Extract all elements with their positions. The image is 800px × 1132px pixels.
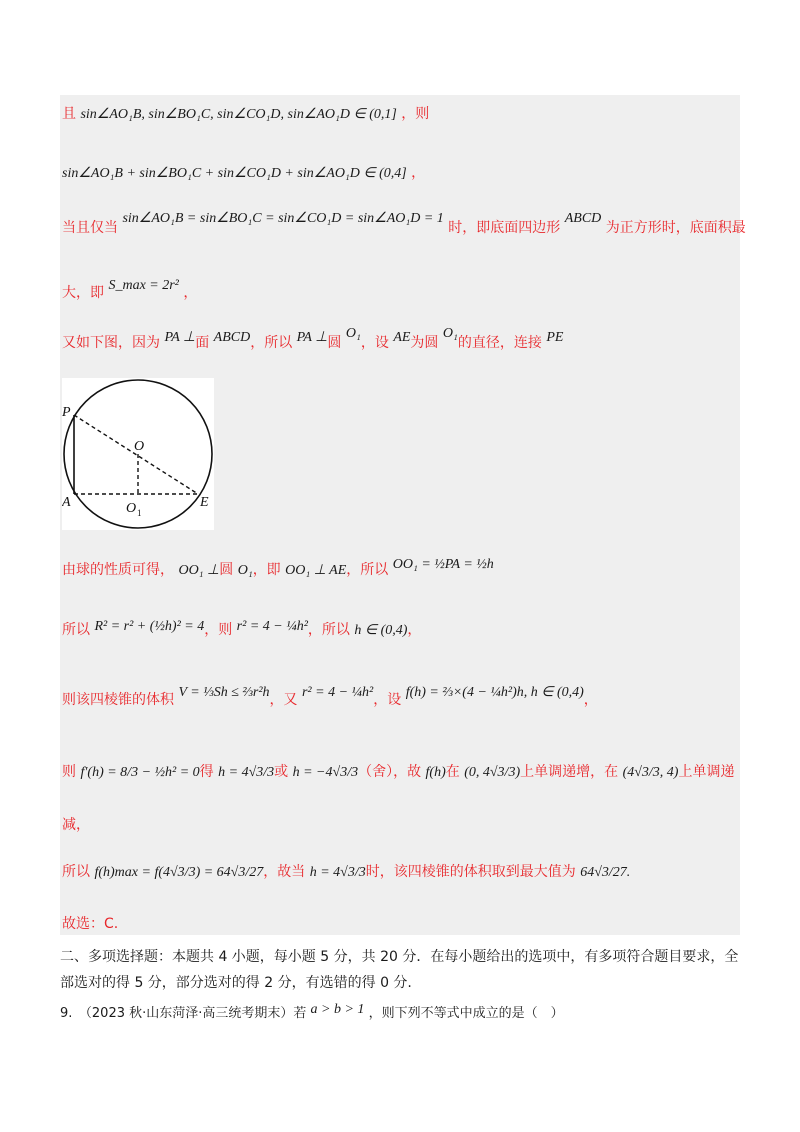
text: 在: [445, 764, 460, 780]
math: sin∠AO₁B = sin∠BO₁C = sin∠CO₁D = sin∠AO₁D = 1: [122, 211, 444, 226]
text: 大，即: [62, 285, 104, 301]
solution-line-2: [62, 163, 740, 184]
math: r² = 4 − ¼h²: [236, 619, 308, 634]
label-o1: O: [126, 501, 137, 516]
math: (0, 4√3/3): [464, 765, 521, 780]
math: OO₁ ⊥ AE: [285, 563, 347, 578]
text: 时，即底面四边形: [448, 220, 561, 236]
solution-line-11: [62, 862, 740, 883]
math: PA ⊥: [296, 330, 328, 345]
section-2-instructions: [60, 944, 750, 996]
text: ，: [583, 692, 598, 708]
math: ABCD: [213, 330, 251, 345]
math: OO₁ = ½PA = ½h: [392, 557, 494, 572]
math: h ∈ (0,4): [354, 623, 408, 638]
math: O₁: [442, 326, 458, 341]
solution-line-9: [62, 762, 740, 783]
question-9-prefix: 9. （2023 秋·山东菏泽·高三统考期末）若: [60, 1006, 307, 1021]
text: 则: [62, 764, 76, 780]
math: 64√3/27: [580, 865, 627, 880]
text: ，设: [373, 692, 402, 708]
label-o: O: [134, 439, 145, 454]
text: （舍），故: [358, 764, 422, 780]
label-e: E: [200, 495, 209, 510]
text: 则该四棱锥的体积: [62, 692, 174, 708]
text: ，即: [252, 562, 281, 578]
sphere-diagram: [62, 378, 214, 530]
sphere-cross-section-figure: [62, 378, 214, 530]
text: 圆: [219, 562, 234, 578]
math: PA ⊥: [164, 330, 196, 345]
label-p: P: [62, 405, 71, 420]
text: 由球的性质可得，: [62, 562, 174, 578]
math: a > b > 1: [310, 1002, 365, 1017]
math: h = 4√3/3: [309, 865, 366, 880]
solution-line-6: [62, 557, 740, 581]
math: f(h): [425, 765, 446, 780]
text: 圆: [327, 335, 342, 351]
text: 所以: [62, 864, 90, 880]
solution-line-4: [62, 278, 740, 304]
text: 且: [62, 106, 76, 122]
text: ，则: [204, 622, 233, 638]
solution-line-5: [62, 326, 740, 354]
math: sin∠AO₁B + sin∠BO₁C + sin∠CO₁D + sin∠AO₁D ∈ (0,4]: [62, 166, 407, 181]
math: h = 4√3/3: [218, 765, 275, 780]
solution-line-12: [62, 914, 740, 934]
math: f′(h) = 8/3 − ½h² = 0: [80, 765, 200, 780]
math: (4√3/3, 4): [622, 765, 679, 780]
text: 为圆: [410, 335, 439, 351]
text: 上单调递: [678, 764, 735, 780]
math: f(h) = ⅔×(4 − ¼h²)h, h ∈ (0,4): [405, 685, 584, 700]
text: 为正方形时，底面积最: [605, 220, 746, 236]
math: V = ⅓Sh ≤ ⅔r²h: [178, 685, 270, 700]
text: ，: [407, 622, 422, 638]
segment-pe: [74, 415, 198, 494]
math: S_max = 2r²: [108, 278, 179, 293]
text: 当且仅当: [62, 220, 118, 236]
text: 所以: [62, 622, 90, 638]
math: OO₁ ⊥: [178, 563, 220, 578]
text: ，: [183, 285, 198, 301]
math: h = −4√3/3: [292, 765, 359, 780]
text: 又如下图，因为: [62, 335, 160, 351]
solution-line-1: [62, 104, 740, 125]
section-2-line-2: 部选对的得 5 分，部分选对的得 2 分，有选错的得 0 分.: [60, 975, 412, 991]
text: ，又: [269, 692, 298, 708]
math: .: [626, 865, 631, 880]
answer-text: 故选：C.: [62, 916, 119, 932]
solution-line-3: [62, 211, 746, 239]
solution-line-10: [62, 815, 740, 835]
math: ABCD: [564, 211, 602, 226]
text: 或: [274, 764, 289, 780]
math: f(h)max = f(4√3/3) = 64√3/27: [94, 865, 264, 880]
math: AE: [393, 330, 411, 345]
math: R² = r² + (½h)² = 4: [94, 619, 205, 634]
text: 减，: [62, 817, 90, 833]
text: ，设: [360, 335, 389, 351]
text: 上单调递增，在: [520, 764, 619, 780]
math: PE: [546, 330, 564, 345]
math: O₁: [237, 563, 253, 578]
text: ，所以: [307, 622, 350, 638]
question-9-suffix: ，则下列不等式中成立的是（ ）: [368, 1006, 564, 1021]
section-2-line-1: 二、多项选择题：本题共 4 小题，每小题 5 分，共 20 分．在每小题给出的选项中，有多项符合题目要求，全: [60, 949, 739, 965]
text: ，所以: [346, 562, 389, 578]
text: 得: [199, 764, 214, 780]
label-o1-sub: 1: [137, 508, 142, 518]
text: 时，该四棱锥的体积取到最大值为: [365, 864, 576, 880]
text: ，则: [401, 106, 430, 122]
text: ，所以: [250, 335, 293, 351]
label-a: A: [62, 495, 71, 510]
math: sin∠AO₁B, sin∠BO₁C, sin∠CO₁D, sin∠AO₁D ∈ (0,1]: [80, 107, 397, 122]
solution-line-8: [62, 685, 740, 711]
math: O₁: [345, 326, 361, 341]
text: ，: [411, 165, 426, 181]
text: 面: [195, 335, 210, 351]
text: 的直径，连接: [457, 335, 542, 351]
text: ，故当: [263, 864, 306, 880]
math: r² = 4 − ¼h²: [301, 685, 374, 700]
question-9: [60, 1004, 740, 1024]
solution-line-7: [62, 620, 740, 641]
